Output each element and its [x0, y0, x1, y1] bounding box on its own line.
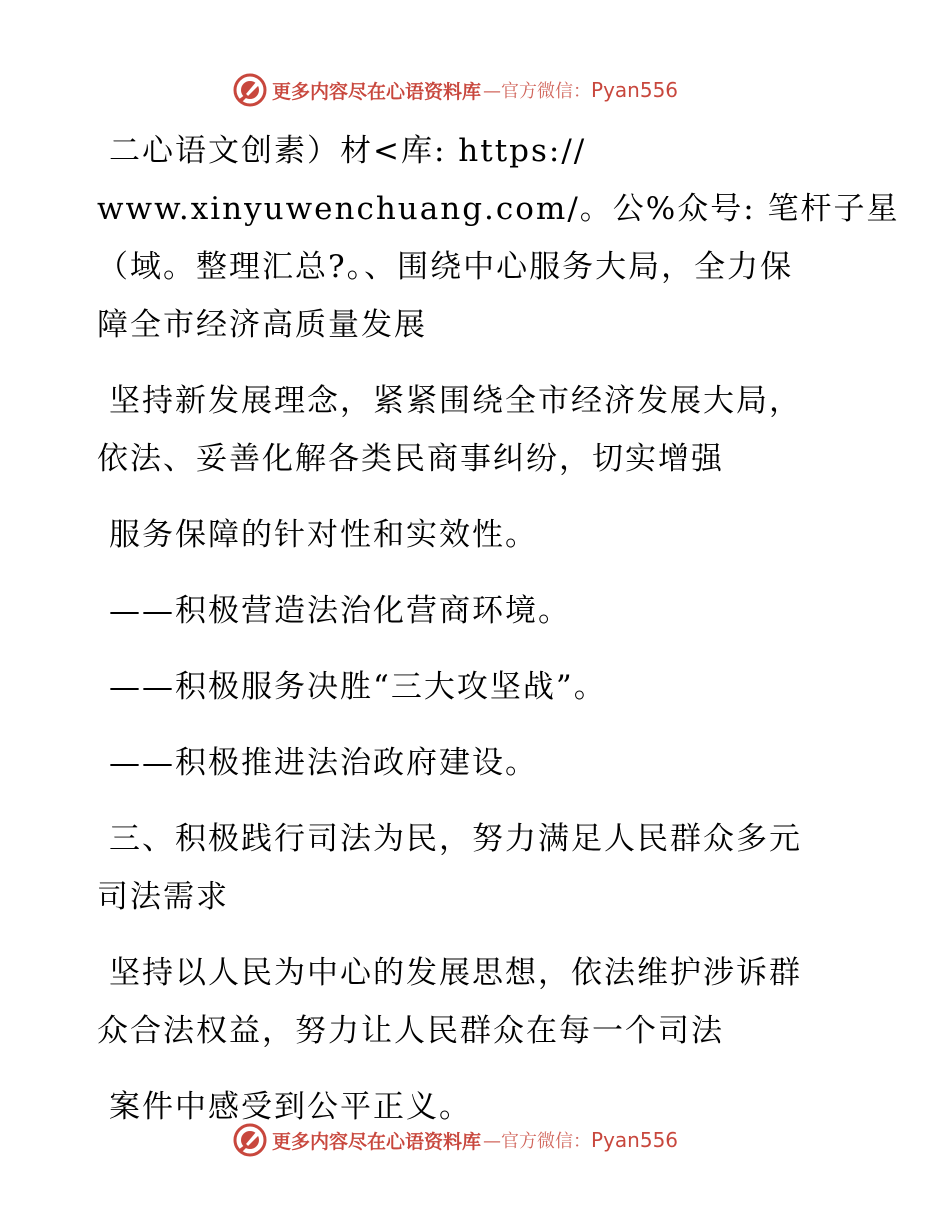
- section-heading-line: 三、积极践行司法为民，努力满足人民群众多元: [109, 821, 802, 857]
- pen-nib-logo-icon: [232, 1122, 268, 1158]
- paragraph-line: 服务保障的针对性和实效性。: [109, 517, 538, 553]
- banner-wechat-id: Pyan556: [591, 1128, 679, 1152]
- footer-banner: [232, 1120, 678, 1160]
- document-body: [97, 122, 900, 1136]
- list-item: ——积极营造法治化营商环境。: [109, 593, 571, 629]
- paragraph-line: www.xinyuwenchuang.com/。公%众号: 笔杆子星: [97, 191, 900, 227]
- paragraph-line: 二心语文创素）材<库: https://: [109, 133, 587, 169]
- paragraph-line: 众合法权益，努力让人民群众在每一个司法: [97, 1013, 724, 1049]
- paragraph-line: （域。整理汇总?。、围绕中心服务大局，全力保: [97, 249, 794, 285]
- section-heading-line: 障全市经济高质量发展: [97, 307, 427, 343]
- banner-title: 更多内容尽在心语资料库: [272, 1130, 482, 1153]
- paragraph-line: 坚持以人民为中心的发展思想，依法维护涉诉群: [109, 955, 802, 991]
- banner-wechat-label: —官方微信：: [483, 81, 592, 102]
- pen-nib-logo-icon: [232, 72, 268, 108]
- paragraph-line: 坚持新发展理念，紧紧围绕全市经济发展大局，: [109, 383, 802, 419]
- paragraph-line: 依法、妥善化解各类民商事纠纷，切实增强: [97, 441, 724, 477]
- section-heading-line: 司法需求: [97, 879, 229, 915]
- banner-wechat-id: Pyan556: [591, 78, 679, 102]
- list-item: ——积极服务决胜“三大攻坚战”。: [109, 669, 607, 705]
- banner-wechat-label: —官方微信：: [483, 1131, 592, 1152]
- list-item: ——积极推进法治政府建设。: [109, 745, 538, 781]
- banner-title: 更多内容尽在心语资料库: [272, 80, 482, 103]
- header-banner: [232, 70, 678, 110]
- paragraph-line: 案件中感受到公平正义。: [109, 1089, 472, 1125]
